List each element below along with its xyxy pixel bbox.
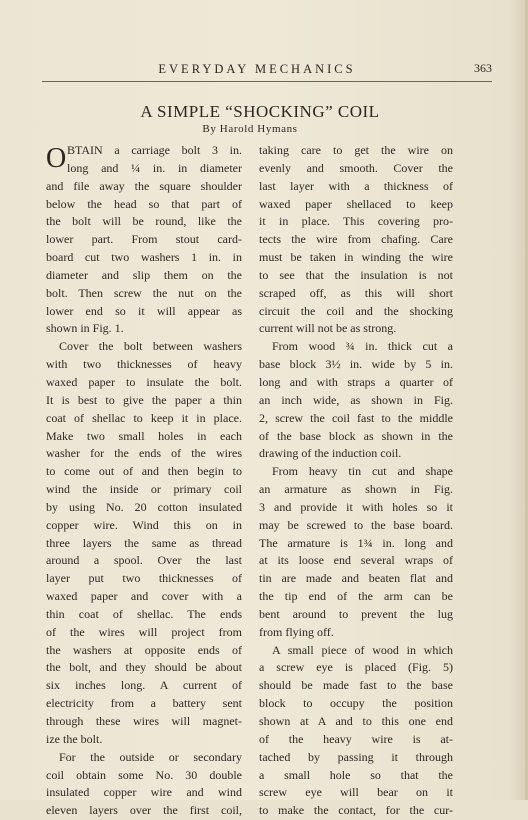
text-line: through these wires will magnet-	[46, 714, 242, 728]
text-line: tects the wire from chafing. Care	[259, 232, 453, 247]
text-line: of the wires will project from	[46, 624, 242, 639]
text-line: layer put two thicknesses of	[46, 571, 242, 586]
text-line: the bolt, and they should be about	[46, 660, 242, 675]
text-line: waxed paper to insulate the bolt.	[46, 374, 242, 389]
text-line: at its loose end several wraps of	[259, 553, 453, 568]
text-line: coil obtain some No. 30 double	[46, 767, 242, 782]
text-line: screw eye will bear on it	[259, 785, 453, 800]
text-line: drawing of the induction coil.	[259, 446, 402, 461]
text-line: below the head so that part of	[46, 196, 242, 211]
text-line: 3 and provide it with holes so it	[259, 499, 453, 514]
text-line: lower part. From stout card-	[46, 232, 242, 247]
text-line: From wood ¾ in. thick cut a	[272, 339, 453, 354]
text-line: waxed paper and cover with a	[46, 589, 242, 604]
article-byline: By Harold Hymans	[202, 123, 298, 135]
article-column-left	[46, 142, 242, 820]
text-line: long and with straps a quarter of	[259, 374, 453, 389]
text-line: an inch wide, as shown in Fig.	[259, 392, 453, 407]
text-line: thin coat of shellac. The ends	[46, 606, 242, 621]
text-line: six inches long. A current of	[46, 678, 242, 693]
text-line: a screw eye is placed (Fig. 5)	[259, 660, 453, 675]
journal-name: EVERYDAY MECHANICS	[158, 62, 356, 76]
text-line: evenly and smooth. Cover the	[259, 160, 453, 175]
text-line: the tip end of the arm can be	[259, 589, 453, 604]
text-line: last layer with a thickness of	[259, 178, 453, 193]
text-line: by using No. 20 cotton insulated	[46, 499, 242, 514]
text-line: scraped off, as this will short	[259, 285, 453, 300]
text-line: must be taken in winding the wire	[259, 250, 453, 265]
text-line: taking care to get the wire on	[259, 143, 453, 157]
text-line: bent around to prevent the lug	[259, 606, 453, 621]
text-line: long and ¼ in. in diameter	[67, 160, 242, 175]
text-line: may be screwed to the base board.	[259, 517, 453, 532]
text-line: copper wire. Wind this on in	[46, 517, 242, 532]
text-line: an armature as shown in Fig.	[259, 482, 453, 497]
text-line: shown in Fig. 1.	[46, 321, 124, 336]
text-line: from flying off.	[259, 624, 334, 639]
text-line: A small piece of wood in which	[272, 642, 453, 657]
text-line: From heavy tin cut and shape	[272, 464, 453, 479]
text-line: 2, screw the coil fast to the middle	[259, 410, 453, 425]
text-line: of the heavy wire is at-	[259, 731, 453, 746]
article-column-right	[259, 142, 453, 820]
text-line: coat of shellac to keep it in place.	[46, 410, 242, 425]
text-line: the washers at opposite ends of	[46, 642, 242, 657]
text-line: tached by passing it through	[259, 749, 453, 764]
text-line: Cover the bolt between washers	[59, 339, 242, 354]
text-line: shown at A and to this one end	[259, 714, 453, 728]
text-line: For the outside or secondary	[59, 749, 242, 764]
text-line: washer for the ends of the wires	[46, 446, 242, 461]
text-line: base block 3½ in. wide by 5 in.	[259, 357, 453, 372]
text-line: should be made fast to the base	[259, 678, 453, 693]
text-line: it in place. This covering pro-	[259, 214, 453, 229]
text-line: to see that the insulation is not	[259, 267, 453, 282]
text-line: bolt. Then screw the nut on the	[46, 285, 242, 300]
text-line: to come out of and then begin to	[46, 464, 242, 479]
text-line: of the base block as shown in the	[259, 428, 453, 443]
text-line: ize the bolt.	[46, 731, 103, 746]
text-line: diameter and slip them on the	[46, 267, 242, 282]
running-head	[42, 62, 492, 84]
text-line: block to occupy the position	[259, 696, 453, 711]
drop-cap: O	[46, 143, 67, 174]
text-line: insulated copper wire and wind	[46, 785, 242, 800]
text-line: The armature is 1¾ in. long and	[259, 535, 453, 550]
text-line: wind the inside or primary coil	[46, 482, 242, 497]
text-line: Make two small holes in each	[46, 428, 242, 443]
text-line: and file away the square shoulder	[46, 178, 242, 193]
text-line: a small hole so that the	[259, 767, 453, 782]
text-line: board cut two washers 1 in. in	[46, 250, 242, 265]
text-line: BTAIN a carriage bolt 3 in.	[67, 143, 242, 157]
text-line: current will not be as strong.	[259, 321, 397, 336]
text-line: circuit the coil and the shocking	[259, 303, 453, 318]
text-line: waxed paper shellaced to keep	[259, 196, 453, 211]
text-line: electricity from a battery sent	[46, 696, 242, 711]
text-line: the bolt will be round, like the	[46, 214, 242, 229]
text-line: with two thicknesses of heavy	[46, 357, 242, 372]
article-title: A SIMPLE “SHOCKING” COIL	[140, 102, 380, 121]
text-line: around a spool. Over the last	[46, 553, 242, 568]
header-rule	[42, 81, 492, 82]
text-line: tin are made and beaten flat and	[259, 571, 453, 586]
text-line: three layers the same as thread	[46, 535, 242, 550]
text-line: to make the contact, for the cur-	[259, 803, 453, 818]
text-line: It is best to give the paper a thin	[46, 392, 242, 407]
page-number: 363	[474, 61, 492, 75]
text-line: eleven layers over the first coil,	[46, 803, 242, 818]
text-line: lower end so it will appear as	[46, 303, 242, 318]
